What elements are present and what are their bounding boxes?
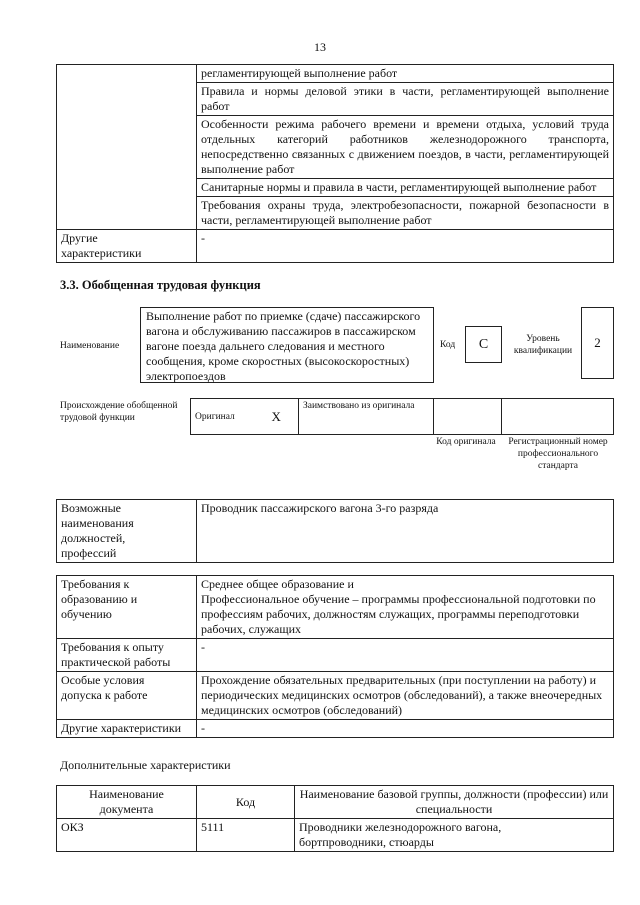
level-box <box>581 307 614 379</box>
level-label: Уровень квалификации <box>513 334 573 356</box>
requirement-line: Прохождение обязательных предварительных (при поступлении на работу) и периодических медицинских осмотров (обследований), а также внеочередных медицинских осмотров (обследований) <box>197 672 614 720</box>
requirement-line: - <box>197 639 614 672</box>
cell-group: Проводники железнодорожного вагона, бортпроводники, стюарды <box>295 819 614 852</box>
requirement-label: Требования к опыту практической работы <box>57 639 197 672</box>
knowledge-item: регламентирующей выполнение работ <box>197 65 614 83</box>
function-name: Выполнение работ по приемке (сдаче) пассажирского вагона и обслуживанию пассажиров в пассажирском вагоне поезда дальнего следования и местного сообщения, кроме скоростных (высокоскоростных) электропоездов <box>146 309 421 383</box>
code-original-label: Код оригинала <box>436 437 496 447</box>
positions-label: Возможные наименования должностей, профессий <box>57 500 197 563</box>
knowledge-item: Требования охраны труда, электробезопасности, пожарной безопасности в части, регламентирующей выполнение работ <box>197 197 614 230</box>
additional-table <box>56 785 614 852</box>
page-number: 13 <box>314 40 326 54</box>
reg-number-label: Регистрационный номер профессионального стандарта <box>508 437 608 471</box>
requirement-label: Особые условия допуска к работе <box>57 672 197 720</box>
knowledge-item: Правила и нормы деловой этики в части, регламентирующей выполнение работ <box>197 83 614 116</box>
requirement-line: - <box>197 720 614 738</box>
requirement-line: Среднее общее образование и <box>201 577 354 591</box>
origin-table <box>190 398 614 435</box>
table-row <box>57 500 614 563</box>
positions-value: Проводник пассажирского вагона 3-го разряда <box>197 500 614 563</box>
header-group: Наименование базовой группы, должности (профессии) или специальности <box>295 786 614 819</box>
code-label: Код <box>440 340 456 350</box>
cell-code: 5111 <box>197 819 295 852</box>
table-row <box>57 819 614 852</box>
table-row <box>57 639 614 672</box>
code-value: C <box>478 337 489 352</box>
requirement-line: Профессиональное обучение – программы профессиональной подготовки по профессиям рабочих, должностям служащих, программы переподготовки рабочих, служащих <box>201 592 596 636</box>
origin-label: Происхождение обобщенной трудовой функции <box>60 401 178 423</box>
table-row <box>57 786 614 819</box>
name-label: Наименование <box>60 341 120 351</box>
table-row <box>57 576 614 639</box>
table-row <box>57 720 614 738</box>
requirement-label: Другие характеристики <box>57 720 197 738</box>
requirement-label: Требования к образованию и обучению <box>57 576 197 639</box>
header-code: Код <box>197 786 295 819</box>
other-characteristics-label: Другие характеристики <box>57 230 197 263</box>
header-document: Наименование документа <box>57 786 197 819</box>
table-row <box>57 230 614 263</box>
additional-title: Дополнительные характеристики <box>60 758 231 772</box>
code-box <box>465 326 502 363</box>
original-label: Оригинал <box>191 399 255 435</box>
requirements-table <box>56 575 614 738</box>
other-characteristics-value: - <box>197 230 614 263</box>
table-row <box>191 399 614 435</box>
level-value: 2 <box>594 335 601 350</box>
section-title: 3.3. Обобщенная трудовая функция <box>60 278 261 292</box>
top-table <box>56 64 614 263</box>
original-mark: X <box>255 399 299 435</box>
table-row <box>57 65 614 83</box>
function-name-box <box>140 307 434 383</box>
knowledge-item: Санитарные нормы и правила в части, регламентирующей выполнение работ <box>197 179 614 197</box>
cell-document: ОКЗ <box>57 819 197 852</box>
borrowed-label: Заимствовано из оригинала <box>299 399 434 435</box>
knowledge-item: Особенности режима рабочего времени и времени отдыха, условий труда отдельных категорий работников железнодорожного транспорта, непосредственно связанных с движением поездов, в части, регламентирующей выполнение работ <box>197 116 614 179</box>
table-row <box>57 672 614 720</box>
positions-table <box>56 499 614 563</box>
